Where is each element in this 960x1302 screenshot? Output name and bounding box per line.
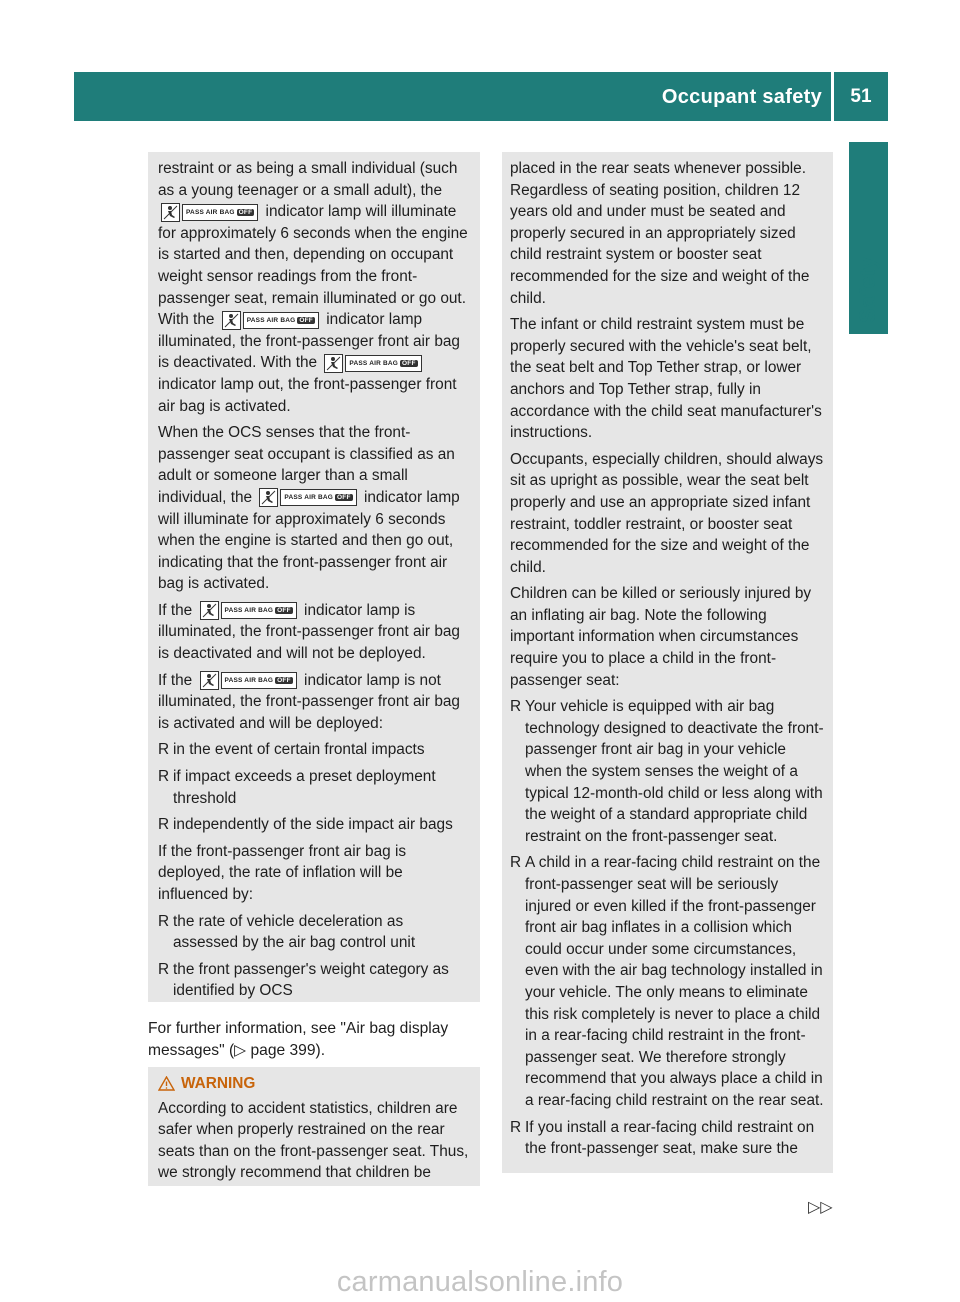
paragraph: placed in the rear seats whenever possible. Regardless of seating position, children 12 years old and under must be seated and properly secured in an appropriately sized child restraint system or booster seat recommended for the size and weight of the child. (510, 160, 810, 307)
paragraph-indicator-adult: When the OCS senses that the front-passenger seat occupant is classified as an adult or someone larger than a small individual, the PASS AIR BAG OFF indicator lamp will illuminate for approximately 6 seconds when the engine is started and then go out, indicating that the front-passenger front air bag is activated. (158, 424, 460, 593)
paragraph-inflation: If the front-passenger front air bag is deployed, the rate of inflation will be influenced by: (158, 842, 407, 903)
page-number: 51 (850, 86, 872, 107)
page-ref-arrow-icon: ▷ (234, 1041, 247, 1059)
passenger-seat-airbag-off-icon (324, 354, 343, 373)
warning-text: According to accident statistics, children are safer when properly restrained on the rear seats than on the front-passenger seat. Thus, we strongly recommend that children be (158, 1099, 469, 1182)
page-ref-link[interactable]: page 399). (246, 1041, 326, 1059)
pass-air-bag-off-label: PASS AIR BAG OFF (280, 489, 356, 506)
paragraph: The infant or child restraint system must be properly secured with the vehicle's seat belt, the seat belt and Top Tether strap, or lower anchors and Top Tether strap, fully in accordance with the child seat manufacturer's instructions. (510, 316, 822, 442)
pass-air-bag-off-label: PASS AIR BAG OFF (345, 355, 421, 372)
warning-triangle-icon (158, 1076, 175, 1091)
airbag-off-indicator (324, 354, 421, 373)
airbag-off-indicator (161, 203, 258, 222)
paragraph-indicator-small: restraint or as being a small individual (such as a young teenager or a small adult), the PASS AIR BAG OFF indicator lamp will illuminate for approximately 6 seconds when the engine is started and then, depending on occupant weight sensor readings from the front-passenger seat, remain illuminated or go out. With the PASS AIR BAG OFF indicator lamp illuminated, the front-passenger front air bag is deactivated. With the PASS AIR BAG OFF indicator lamp out, the front-passenger front air bag is activated. (158, 160, 468, 415)
list-item: R Your vehicle is equipped with air bag technology designed to deactivate the front-passenger front air bag in your vehicle when the system senses the weight of a typical 12-month-old child or less along with the weight of a standard appropriate child restraint on the front-passenger seat. (510, 698, 824, 845)
pass-air-bag-off-label: PASS AIR BAG OFF (221, 672, 297, 689)
list-item: R if impact exceeds a preset deployment threshold (158, 768, 436, 807)
list-item: R A child in a rear-facing child restraint on the front-passenger seat will be seriously injured or even killed if the front-passenger front air bag inflates in a collision which could occur under some circumstances, even with the air bag technology installed in your vehicle. The only means to eliminate this risk completely is never to place a child in a rear-facing child restraint in the front-passenger seat. We therefore strongly recommend that you always place a child in a rear-facing child restraint on the rear seat. (510, 854, 824, 1109)
warning-title: WARNING (158, 1073, 470, 1095)
passenger-seat-airbag-off-icon (200, 671, 219, 690)
pass-air-bag-off-label: PASS AIR BAG OFF (243, 312, 319, 329)
passenger-seat-airbag-off-icon (222, 311, 241, 330)
list-item: R If you install a rear-facing child restraint on the front-passenger seat, make sure the (510, 1118, 815, 1158)
list-item: R in the event of certain frontal impacts (158, 741, 425, 759)
airbag-off-indicator (200, 671, 297, 690)
passenger-seat-airbag-off-icon (161, 203, 180, 222)
pass-air-bag-off-label: PASS AIR BAG OFF (182, 204, 258, 221)
airbag-off-indicator (222, 311, 319, 330)
continued-icon: ▷▷ (808, 1199, 833, 1216)
section-label: Safety (855, 256, 880, 324)
airbag-off-indicator (200, 601, 297, 620)
page-title: Occupant safety (661, 86, 822, 108)
watermark: carmanualsonline.info (336, 1266, 624, 1298)
pass-air-bag-off-label: PASS AIR BAG OFF (221, 602, 297, 619)
paragraph-indicator-on: If the PASS AIR BAG OFF indicator lamp is illuminated, the front-passenger front air bag is deactivated and will not be deployed. (158, 601, 460, 663)
passenger-seat-airbag-off-icon (200, 601, 219, 620)
warning-box (148, 1067, 480, 1186)
paragraph: Occupants, especially children, should always sit as upright as possible, wear the seat belt properly and use an appropriate sized infant restraint, toddler restraint, or booster seat recommended for the size and weight of the child. (510, 450, 824, 576)
passenger-seat-airbag-off-icon (259, 488, 278, 507)
paragraph-indicator-off: If the PASS AIR BAG OFF indicator lamp is not illuminated, the front-passenger front air bag is activated and will be deployed: (158, 671, 460, 732)
list-item: R the front passenger's weight category as identified by OCS (158, 960, 449, 1000)
paragraph: Children can be killed or seriously injured by an inflating air bag. Note the following important information when circumstances require you to place a child in the front-passenger seat: (510, 585, 812, 689)
left-info-panel (148, 152, 480, 1002)
airbag-off-indicator (259, 488, 356, 507)
right-info-panel (502, 152, 833, 1173)
further-info-text: For further information, see "Air bag display messages" (▷ page 399). (148, 1020, 449, 1059)
list-item: R independently of the side impact air bags (158, 816, 453, 834)
list-item: R the rate of vehicle deceleration as assessed by the air bag control unit (158, 912, 416, 952)
